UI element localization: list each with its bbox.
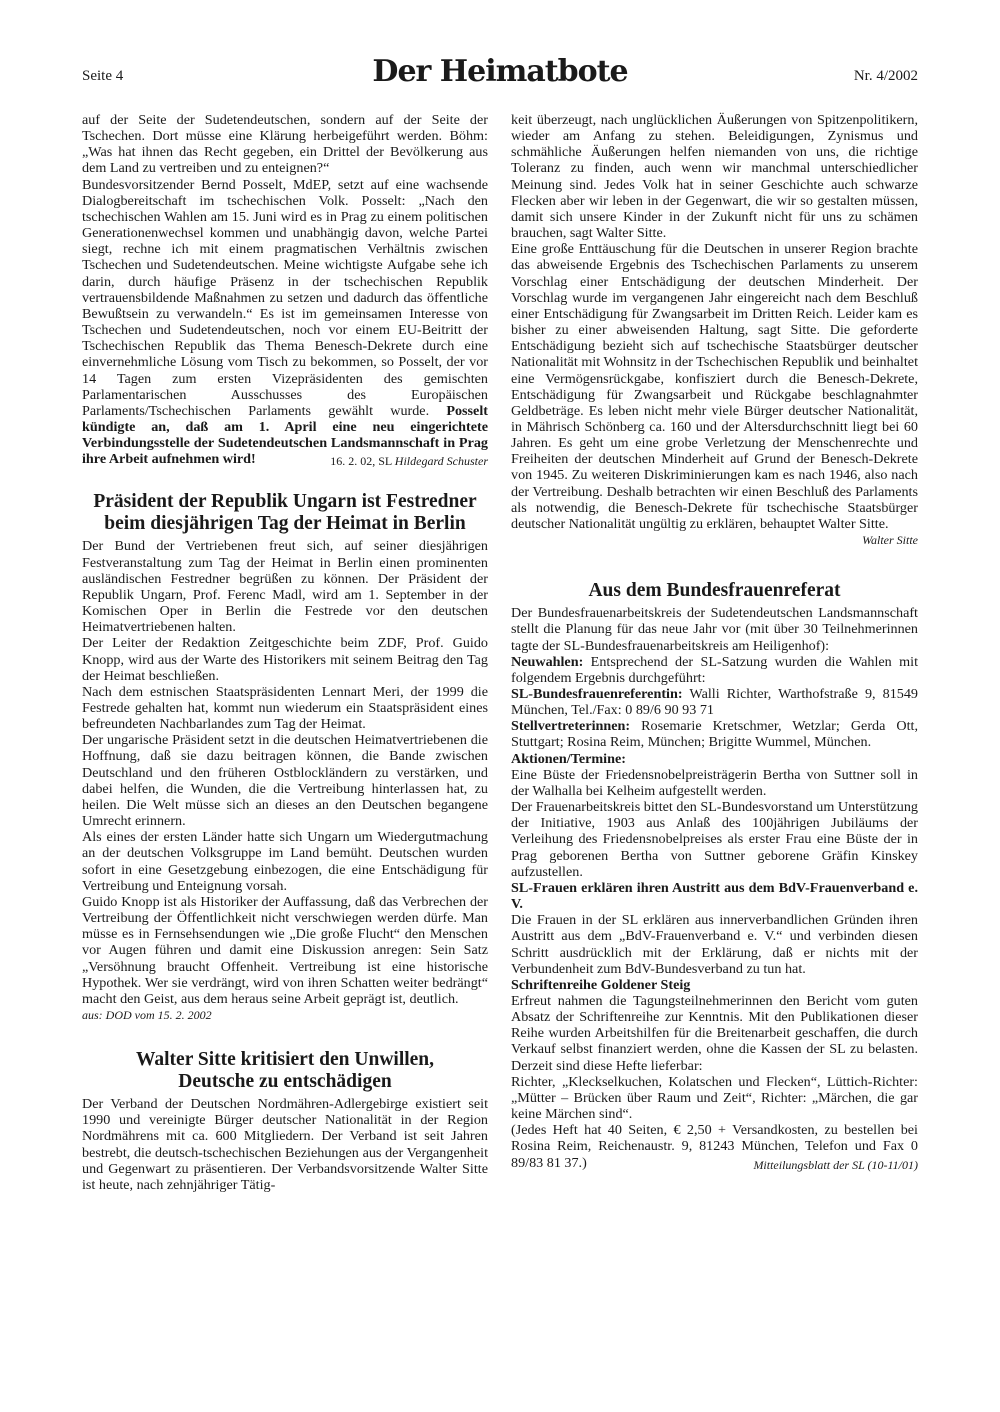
paragraph-text: Rosemarie Kretschmer, Wetzlar; Gerda Ott, Stuttgart; Rosina Reim, München; Brigitte Wummel, München. (511, 718, 918, 751)
article-paragraph: Richter, „Kleckselkuchen, Kolatschen und Flecken“, Lüttich-Richter: „Mütter – Brücken über Raum und Zeit“, Richter: „Märchen, die gar keine Märchen sind“. (511, 1073, 918, 1123)
page-number: Seite 4 (82, 68, 124, 84)
article-paragraph (82, 177, 488, 470)
article-signature (511, 532, 918, 548)
article-paragraph: Als eines der ersten Länder hatte sich Ungarn um Wiedergutmachung an der deutschen Volksgruppe im Land bemüht. Deutschen wurden sofort in eine Gesetzgebung einbezogen, die eine Entschädigung für Vertreibung und Enteignung vorsah. (82, 829, 488, 894)
section-heading: SL-Frauen erklären ihren Austritt aus dem BdV-Frauenverband e. V. (511, 879, 918, 913)
right-column (511, 112, 918, 1173)
article-source: aus: DOD vom 15. 2. 2002 (82, 1007, 212, 1022)
signature-author: Hildegard Schuster (394, 454, 488, 469)
article-paragraph (511, 686, 918, 718)
article-paragraph: Erfreut nahmen die Tagungsteilnehmerinnen den Bericht vom guten Absatz der Schriftenreihe zur Kenntnis. Mit den Publikationen dieser Reihe wurden Arbeitshilfen für die Breitenarbeit geschaffen, die durch Verkauf selbst finanziert werden, ohne die Kassen der SL zu belasten. Derzeit sind diese Hefte lieferbar: (511, 992, 918, 1074)
section-label: SL-Bundesfrauenreferentin: (511, 686, 683, 702)
paragraph-text: (Jedes Heft hat 40 Seiten, € 2,50 + Versandkosten, zu bestellen bei Rosina Reim, Reichenaustr. 9, 81243 München, Telefon und Fax 0 89/83 81 37.) (511, 1122, 918, 1171)
headline-frauen: Aus dem Bundesfrauenreferat (588, 580, 841, 602)
left-column (82, 112, 488, 1193)
headline-line: beim diesjährigen Tag der Heimat in Berlin (104, 513, 466, 535)
page-header (82, 52, 918, 92)
section-label: Stellvertreterinnen: (511, 718, 631, 735)
article-paragraph: Die Frauen in der SL erklären aus innerverbandlichen Gründen ihren Austritt aus dem „BdV-Frauenverband e. V.“ und verbinden diesen Schritt ausdrücklich mit der Erklärung, daß er nichts mit der Verbundenheit zum BdV-Bundesverband zu tun hat. (511, 912, 918, 977)
headline-sitte (82, 1049, 488, 1093)
masthead-logo: Der Heimatbote (372, 54, 628, 89)
article-paragraph: keit überzeugt, nach unglücklichen Äußerungen von Spitzenpolitikern, wieder am Anfang zu stehen. Beleidigungen, Zynismus und schmähliche Äußerungen helfen niemanden von uns, die richtige Toleranz zu finden, auch wenn wir manchmal unterschiedlicher Meinung sind. Jedes Volk hat in seiner Geschichte auch schwarze Flecken aber wir leben in der Gegenwart, die wir so gestalten müssen, damit sich unsere Kinder in der Zukunft nicht für uns zu schämen brauchen, sagt Walter Sitte. (511, 112, 918, 242)
signature-date: 16. 2. 02, SL (330, 454, 392, 469)
article-paragraph: Der Bundesfrauenarbeitskreis der Sudetendeutschen Landsmannschaft stellt die Planung für das neue Jahr vor (mit über 30 Teilnehmerinnen tagte der SL-Bundesfrauenarbeitskreis am Heiligenhof): (511, 605, 918, 654)
section-label: Neuwahlen: (511, 653, 584, 670)
article-paragraph: Der ungarische Präsident setzt in die deutschen Heimatvertriebenen die Hoffnung, daß sie dazu beitragen können, die Bande zwischen Deutschland und den früheren Ostblockländern zu verstärken, und dabei helfen, die Wunden, die die Vertreibung hinterlassen hat, zu heilen. Die Welt müsse sich an dieses an den Deutschen begangene Umrecht erinnern. (82, 732, 488, 830)
issue-number: Nr. 4/2002 (853, 68, 918, 84)
article-paragraph (511, 1122, 918, 1172)
paragraph-text: Bundesvorsitzender Bernd Posselt, MdEP, setzt auf eine wachsende Dialogbereitschaft im tschechischen Volk. Posselt: „Nach den tschechischen Wahlen am 15. Juni wird es in Prag zu einem politischen Generationenwechsel kommen und unabhängig davon, welche Partei siegt, rechne ich mit einem pragmatischen Verhältnis zwischen Tschechen und Sudetendeutschen. Meine wichtigste Aufgabe sehe ich darin, durch häufige Präsenz in der tschechischen Republik vertrauensbildende Maßnahmen zu setzen und dadurch das öffentliche Bewußtsein zu verwandeln.“ Es ist im gemeinsamen Interesse von Tschechen und Sudetendeutschen, noch vor einem EU-Beitritt der Tschechischen Republik das Thema Benesch-Dekrete durch eine einvernehmliche Lösung vom Tisch zu bekommen, so Posselt, der vor 14 Tagen zum ersten Vizepräsidenten des gemischten Parlamentarischen Ausschusses des Europäischen Parlaments/Tschechischen Parlaments gewählt wurde. (82, 176, 488, 419)
signature-author: Walter Sitte (862, 533, 918, 548)
article-paragraph: Der Leiter der Redaktion Zeitgeschichte beim ZDF, Prof. Guido Knopp, wird aus der Warte des Historikers mit seinem Beitrag den Tag der Heimat beschließen. (82, 635, 488, 684)
bold-paragraph-text: Posselt kündigte an, daß am 1. April eine neu eingerichtete Verbindungsstelle der Sudetendeutschen Landsmannschaft in Prag ihre Arbeit aufnehmen wird! (82, 402, 488, 468)
article-paragraph: auf der Seite der Sudetendeutschen, sondern auf der Seite der Tschechen. Dort müsse eine Klärung herbeigeführt werden. Böhm: „Was hat ihnen das Recht gegeben, ein Drittel der Bevölkerung aus dem Land zu vertreiben und zu enteignen?“ (82, 112, 488, 177)
article-signature (330, 453, 488, 469)
article-paragraph: Der Frauenarbeitskreis bittet den SL-Bundesvorstand um Unterstützung der Initiative, 1903 aus Anlaß des 100jährigen Jubiläums der Verleihung des Friedensnobelpreises als erster Frau eine Büste der in Prag geborenen Bertha von Suttner geborene Gräfin Kinskey aufzustellen. (511, 799, 918, 880)
headline-line: Deutsche zu entschädigen (178, 1071, 392, 1093)
article-paragraph: Der Verband der Deutschen Nordmähren-Adlergebirge existiert seit 1990 und vereinigte Bürger deutscher Nationalität in der Region Nordmährens mit ca. 600 Mitgliedern. Der Verband ist seit Jahren bestrebt, die deutsch-tschechischen Beziehungen aus der Vergangenheit und Gegenwart zu präsentieren. Der Verbandsvorsitzende Walter Sitte ist heute, nach zehnjähriger Tätig- (82, 1096, 488, 1193)
section-heading: Aktionen/Termine: (511, 750, 626, 767)
article-paragraph: Nach dem estnischen Staatspräsidenten Lennart Meri, der 1999 die Festrede gehalten hat, kommt nun wiederum ein Staatspräsident eines befreundeten Nachbarlandes zum Tag der Heimat. (82, 683, 488, 733)
article-paragraph (511, 718, 918, 750)
article-paragraph: Guido Knopp ist als Historiker der Auffassung, daß das Verbrechen der Vertreibung der Öffentlichkeit nicht verschwiegen werden dürfe. Man müsse es in Fernsehsendungen wie „Die große Flucht“ den Menschen vor Augen führen und damit eine Diskussion anregen: Sein Satz „Versöhnung braucht Offenheit. Vertreibung ist eine historische Hypothek. Wer sie verdrängt, wird von ihren Schatten weiter bedrängt“ macht den Geist, aus dem heraus seine Arbeit geprägt ist, deutlich. (82, 893, 488, 1007)
headline-line: Präsident der Republik Ungarn ist Festredner (93, 491, 477, 513)
article-source: Mitteilungsblatt der SL (10-11/01) (753, 1157, 918, 1172)
article-paragraph: Eine Büste der Friedensnobelpreisträgerin Bertha von Suttner soll in der Walhalla bei Kelheim aufgestellt werden. (511, 766, 918, 799)
section-heading: Schriftenreihe Goldener Steig (511, 976, 691, 993)
headline-line: Walter Sitte kritisiert den Unwillen, (135, 1049, 435, 1071)
article-paragraph: Eine große Enttäuschung für die Deutschen in unserer Region brachte das abweisende Ergebnis des Tschechischen Parlaments zu unserem Vorschlag einer Entschädigung der deutschen Minderheit. Der Vorschlag wurde im vergangenen Jahr eingereicht nach dem Beschluß einer Entschädigung für Zwangsarbeit im Dritten Reich. Leider kam es bisher zu einer abweisenden Haltung, sagt Sitte. Die geforderte Entschädigung bezieht sich auf tschechische Staatsbürger deutscher Nationalität mit Wohnsitz in der Tschechischen Republik und beinhaltet eine Vermögensrückgabe, konfisziert durch die Benesch-Dekrete, Entschädigung für Zwangsarbeit und Rückgabe beschlagnahmter Geldbeträge. Es leben nicht mehr viele Bürger deutscher Nationalität, in Mährisch Schönberg ca. 160 und der Altersdurchschnitt liegt bei 60 Jahren. Es geht um eine grobe Verletzung der Menschenrechte und Freiheiten der deutschen Minderheit auf Grund der Benesch-Dekrete von 1945. Zu weiteren Diskriminierungen kam es nach 1946, also nach der Vertreibung. Deshalb betrachten wir einen Beschluß des Parlaments als notwendig, die Benesch-Dekrete für tschechische Staatsbürger deutscher Nationalität ungültig zu erklären, behauptet Walter Sitte. (511, 241, 918, 532)
article-paragraph (511, 654, 918, 686)
headline-ungarn (82, 491, 488, 535)
paragraph-text: Entsprechend der SL-Satzung wurden die Wahlen mit folgendem Ergebnis durchgeführt: (511, 653, 918, 686)
article-paragraph: Der Bund der Vertriebenen freut sich, auf seiner diesjährigen Festveranstaltung zum Tag der Heimat in Berlin einen prominenten ausländischen Festredner begrüßen zu können. Der Präsident der Republik Ungarn, Prof. Ferenc Madl, wird am 1. September in der Komischen Oper in Berlin die Festrede vor den deutschen Heimatvertriebenen halten. (82, 538, 488, 636)
paragraph-text: Walli Richter, Warthofstraße 9, 81549 München, Tel./Fax: 0 89/6 90 93 71 (511, 686, 918, 719)
